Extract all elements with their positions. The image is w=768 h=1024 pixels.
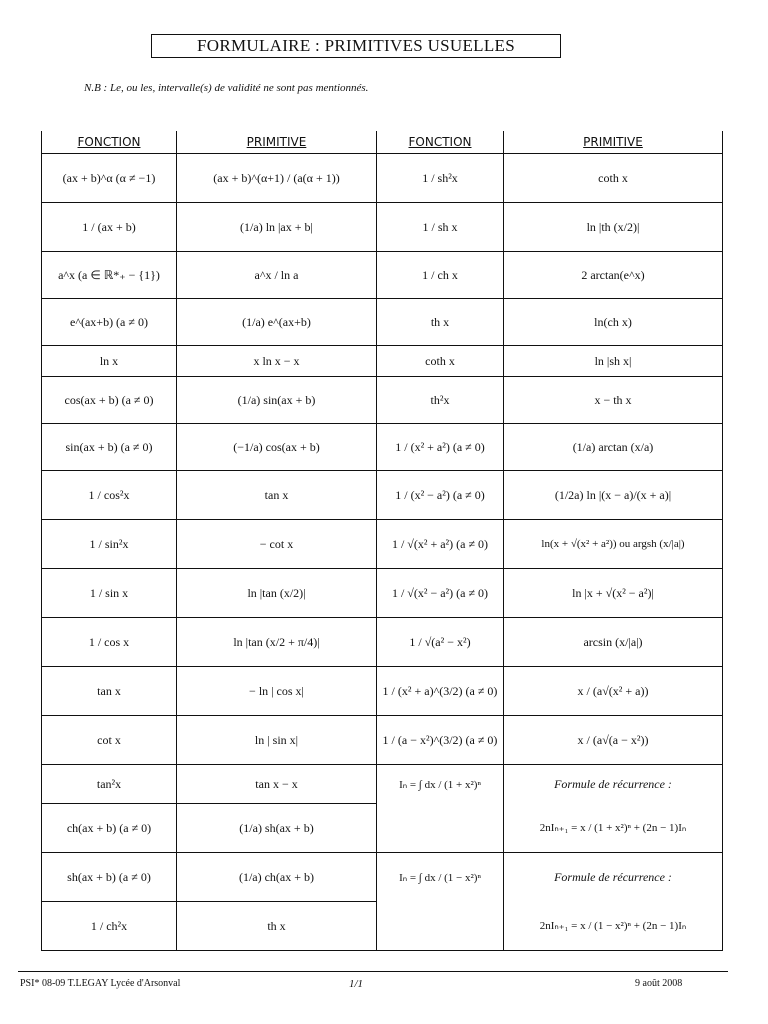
table-row <box>42 902 723 951</box>
table-row <box>42 424 723 471</box>
function-cell: coth x <box>377 346 504 377</box>
primitives-table <box>41 131 723 951</box>
validity-note: N.B : Le, ou les, intervalle(s) de validité ne sont pas mentionnés. <box>84 82 369 94</box>
primitive-cell: ln |tan (x/2)| <box>177 569 377 618</box>
function-cell: 1 / sin²x <box>42 520 177 569</box>
function-cell: a^x (a ∈ ℝ*₊ − {1}) <box>42 252 177 299</box>
function-cell: (ax + b)^α (α ≠ −1) <box>42 154 177 203</box>
function-cell: e^(ax+b) (a ≠ 0) <box>42 299 177 346</box>
primitive-cell: (1/a) ch(ax + b) <box>177 853 377 902</box>
footer-page-number: 1/1 <box>349 978 364 990</box>
page-title: FORMULAIRE : PRIMITIVES USUELLES <box>151 34 561 58</box>
function-cell: tan²x <box>42 765 177 804</box>
table-row <box>42 520 723 569</box>
header-primitive-right: PRIMITIVE <box>504 131 723 154</box>
primitive-cell: x ln x − x <box>177 346 377 377</box>
recurrence-formula-cell: 2nIₙ₊₁ = x / (1 + x²)ⁿ + (2n − 1)Iₙ <box>504 804 723 853</box>
function-cell: 1 / √(x² + a²) (a ≠ 0) <box>377 520 504 569</box>
function-cell: 1 / √(a² − x²) <box>377 618 504 667</box>
recurrence-label-cell: Formule de récurrence : <box>504 765 723 804</box>
function-cell: 1 / (a − x²)^(3/2) (a ≠ 0) <box>377 716 504 765</box>
primitive-cell: (1/a) e^(ax+b) <box>177 299 377 346</box>
function-cell: ch(ax + b) (a ≠ 0) <box>42 804 177 853</box>
function-cell: ln x <box>42 346 177 377</box>
footer-author: PSI* 08-09 T.LEGAY Lycée d'Arsonval <box>20 978 181 989</box>
primitive-cell: x − th x <box>504 377 723 424</box>
recurrence-label-cell: Formule de récurrence : <box>504 853 723 902</box>
primitive-cell: (1/a) sin(ax + b) <box>177 377 377 424</box>
primitive-cell: ln(x + √(x² + a²)) ou argsh (x/|a|) <box>504 520 723 569</box>
table-row <box>42 346 723 377</box>
function-cell: th²x <box>377 377 504 424</box>
primitive-cell: x / (a√(a − x²)) <box>504 716 723 765</box>
function-cell: 1 / √(x² − a²) (a ≠ 0) <box>377 569 504 618</box>
integral-definition-cell: Iₙ = ∫ dx / (1 − x²)ⁿ <box>377 853 504 902</box>
function-cell: 1 / cos²x <box>42 471 177 520</box>
primitive-cell: arcsin (x/|a|) <box>504 618 723 667</box>
function-cell: 1 / sin x <box>42 569 177 618</box>
function-cell: th x <box>377 299 504 346</box>
function-cell: cot x <box>42 716 177 765</box>
table-row <box>42 203 723 252</box>
primitive-cell: ln |sh x| <box>504 346 723 377</box>
primitive-cell: (1/2a) ln |(x − a)/(x + a)| <box>504 471 723 520</box>
table-row <box>42 471 723 520</box>
header-primitive-left: PRIMITIVE <box>177 131 377 154</box>
table-row <box>42 853 723 902</box>
table-row <box>42 765 723 804</box>
primitive-cell: x / (a√(x² + a)) <box>504 667 723 716</box>
primitive-cell: (−1/a) cos(ax + b) <box>177 424 377 471</box>
primitive-cell: ln | sin x| <box>177 716 377 765</box>
function-cell: 1 / ch²x <box>42 902 177 951</box>
function-cell: cos(ax + b) (a ≠ 0) <box>42 377 177 424</box>
footer-date: 9 août 2008 <box>635 978 683 989</box>
primitive-cell: (1/a) arctan (x/a) <box>504 424 723 471</box>
primitive-cell: (ax + b)^(α+1) / (a(α + 1)) <box>177 154 377 203</box>
primitive-cell: th x <box>177 902 377 951</box>
table-row <box>42 154 723 203</box>
function-cell: 1 / (x² − a²) (a ≠ 0) <box>377 471 504 520</box>
primitive-cell: ln |th (x/2)| <box>504 203 723 252</box>
table-row <box>42 804 723 853</box>
table-row <box>42 667 723 716</box>
header-fonction-left: FONCTION <box>42 131 177 154</box>
function-cell: sin(ax + b) (a ≠ 0) <box>42 424 177 471</box>
function-cell: 1 / (x² + a)^(3/2) (a ≠ 0) <box>377 667 504 716</box>
primitive-cell: tan x <box>177 471 377 520</box>
function-cell: 1 / ch x <box>377 252 504 299</box>
function-cell: 1 / sh x <box>377 203 504 252</box>
primitive-cell: a^x / ln a <box>177 252 377 299</box>
function-cell: 1 / sh²x <box>377 154 504 203</box>
recurrence-formula-cell: 2nIₙ₊₁ = x / (1 − x²)ⁿ + (2n − 1)Iₙ <box>504 902 723 951</box>
empty-cell <box>377 804 504 853</box>
integral-definition-cell: Iₙ = ∫ dx / (1 + x²)ⁿ <box>377 765 504 804</box>
function-cell: tan x <box>42 667 177 716</box>
function-cell: 1 / (x² + a²) (a ≠ 0) <box>377 424 504 471</box>
function-cell: 1 / cos x <box>42 618 177 667</box>
function-cell: 1 / (ax + b) <box>42 203 177 252</box>
table-row <box>42 569 723 618</box>
primitive-cell: coth x <box>504 154 723 203</box>
empty-cell <box>377 902 504 951</box>
table-row <box>42 716 723 765</box>
table-row <box>42 252 723 299</box>
primitive-cell: ln |x + √(x² − a²)| <box>504 569 723 618</box>
table-row <box>42 618 723 667</box>
function-cell: sh(ax + b) (a ≠ 0) <box>42 853 177 902</box>
footer-divider <box>18 971 728 972</box>
primitive-cell: (1/a) sh(ax + b) <box>177 804 377 853</box>
primitive-cell: − cot x <box>177 520 377 569</box>
primitive-cell: 2 arctan(e^x) <box>504 252 723 299</box>
header-fonction-right: FONCTION <box>377 131 504 154</box>
primitive-cell: ln |tan (x/2 + π/4)| <box>177 618 377 667</box>
primitive-cell: − ln | cos x| <box>177 667 377 716</box>
primitive-cell: ln(ch x) <box>504 299 723 346</box>
primitive-cell: (1/a) ln |ax + b| <box>177 203 377 252</box>
primitive-cell: tan x − x <box>177 765 377 804</box>
table-row <box>42 377 723 424</box>
table-row <box>42 299 723 346</box>
